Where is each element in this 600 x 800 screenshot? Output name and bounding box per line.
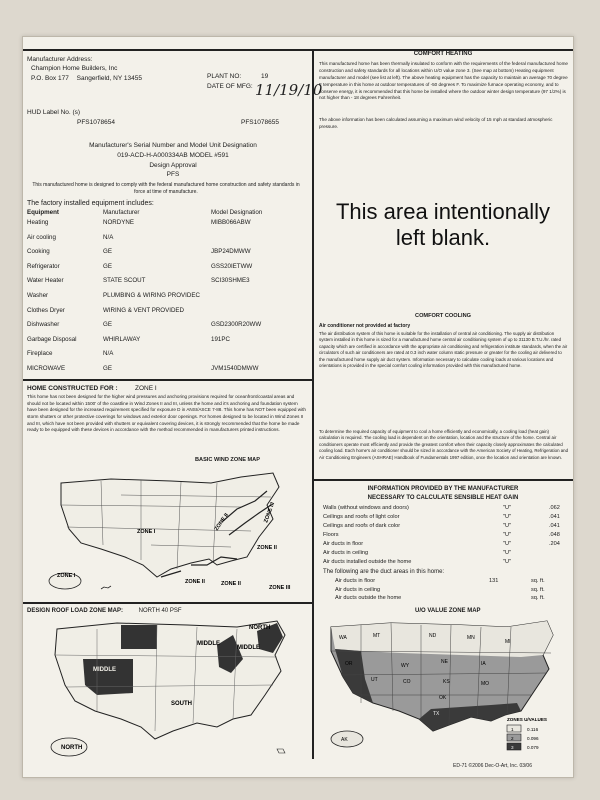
equipment-manufacturer: WHIRLAWAY: [103, 335, 141, 343]
uo-legend-value-1: 0.116: [527, 727, 539, 732]
center-divider: [312, 49, 314, 759]
equipment-row: [27, 277, 327, 287]
equipment-name: Cooking: [27, 248, 50, 256]
manufacturer-city: Sangerfield, NY 13455: [76, 74, 142, 82]
section-divider-left: [23, 379, 312, 381]
uo-state-mo: MO: [481, 681, 490, 687]
model-col-header: Model Designation: [211, 209, 263, 216]
blank-line-2: left blank.: [395, 225, 491, 251]
heat-gain-unit: "U": [503, 532, 512, 538]
wind-label-zone2c: ZONE II: [185, 579, 205, 585]
uo-legend-zone-2: 2: [511, 736, 514, 741]
comfort-heating-title: COMFORT HEATING: [413, 51, 473, 57]
equipment-name: Clothes Dryer: [27, 306, 65, 314]
uo-map-title: U/O VALUE ZONE MAP: [415, 608, 481, 614]
equipment-manufacturer: N/A: [103, 233, 114, 241]
equipment-row: [27, 365, 327, 375]
uo-state-or: OR: [345, 661, 353, 667]
equipment-row: [27, 321, 327, 331]
data-plate-sheet: [22, 36, 574, 778]
heat-gain-row: [323, 559, 573, 568]
approval-agency: PFS: [166, 171, 180, 179]
heat-gain-row: [323, 514, 573, 523]
equipment-manufacturer: STATE SCOUT: [103, 277, 146, 285]
heat-gain-unit: "U": [503, 514, 512, 520]
heat-gain-row: [323, 550, 573, 559]
equipment-manufacturer: WIRING & VENT PROVIDED: [103, 306, 185, 314]
equipment-model: SCI30SHME3: [211, 277, 250, 285]
equipment-model: JBP24DMWW: [211, 248, 251, 256]
heat-gain-item: Air ducts in floor: [323, 541, 364, 547]
equipment-manufacturer: PLUMBING & WIRING PROVIDEC: [103, 292, 200, 299]
equipment-row: [27, 292, 327, 302]
duct-area: 131: [489, 578, 499, 584]
heat-gain-item: Ceilings and roofs of light color: [323, 514, 400, 520]
equipment-name: MICROWAVE: [27, 365, 66, 372]
duct-unit: sq. ft.: [531, 578, 545, 584]
equipment-row: [27, 219, 327, 229]
equipment-manufacturer: GE: [103, 365, 112, 372]
heat-gain-unit: "U": [503, 523, 512, 529]
comfort-cooling-text2: To determine the required capacity of equipment to cool a home efficiently and economically, a cooling load (heat gain) calculation is required. The cooling load is dependent on the orientation, location and the structure of the home. Central air conditioners operate most efficiently and provide the greatest comfort when their capacity closely approximates the calculated cooling load. Each home's air conditioner should be sized in accordance with the American Society of Heating, Refrigeration and Air Conditioning Engineers (ASHRAE) Handbook of Fundamentals 1997 edition, once the location and orientation are known.: [319, 429, 569, 460]
duct-heading: The following are the duct areas in this home:: [323, 569, 445, 575]
equipment-row: [27, 234, 327, 244]
equipment-row: [27, 263, 327, 273]
heat-gain-value: .204: [549, 541, 560, 547]
heat-gain-item: Floors: [323, 532, 339, 538]
wind-zone-map: [41, 465, 301, 595]
plant-no: [207, 73, 268, 81]
roof-map-selected: NORTH 40 PSF: [138, 608, 182, 614]
roof-label-middle-c: MIDDLE: [93, 667, 116, 673]
equipment-header-row: [27, 209, 327, 219]
roof-label-south: SOUTH: [171, 701, 192, 707]
heat-gain-title-2: NECESSARY TO CALCULATE SENSIBLE HEAT GAIN: [367, 495, 519, 501]
hud-second: PFS1078655: [241, 119, 279, 126]
uo-state-ut: UT: [371, 677, 378, 683]
roof-label-north-ak: NORTH: [61, 745, 83, 751]
wind-label-zone2b: ZONE II: [213, 512, 231, 533]
duct-row: [335, 595, 574, 604]
duct-unit: sq. ft.: [531, 595, 545, 601]
uo-legend-value-3: 0.079: [527, 745, 539, 750]
equipment-model: JVM1540DMWW: [211, 365, 259, 372]
comfort-heating-note: The above information has been calculated assuming a maximum wind velocity of 15 mph at standard atmospheric pressure.: [319, 117, 553, 129]
section-divider-maps: [23, 602, 312, 604]
comfort-cooling-title: COMFORT COOLING: [415, 313, 471, 319]
plant-label: PLANT NO:: [207, 73, 242, 80]
equipment-manufacturer: GE: [103, 321, 112, 329]
manufacturer-street: P.O. Box 177: [31, 74, 69, 82]
uo-state-mt: MT: [373, 633, 381, 639]
equipment-row: [27, 248, 327, 258]
equipment-name: Water Heater: [27, 277, 64, 285]
uo-legend-zone-1: 1: [511, 727, 514, 732]
equipment-col-header: Equipment: [27, 209, 59, 216]
uo-state-wa: WA: [339, 635, 347, 641]
duct-item: Air ducts in ceiling: [335, 586, 381, 593]
heat-gain-unit: "U": [503, 550, 512, 556]
wind-label-zone1-ak: ZONE I: [57, 573, 76, 579]
equipment-name: Dishwasher: [27, 321, 60, 329]
manufacturer-address: [27, 55, 142, 83]
heat-gain-value: .041: [549, 523, 560, 529]
equipment-name: Garbage Disposal: [27, 335, 77, 343]
equipment-name: Fireplace: [27, 350, 53, 358]
uo-legend-value-2: 0.096: [527, 736, 539, 741]
heat-gain-item: Ceilings and roofs of dark color: [323, 523, 401, 529]
equipment-model: GSS20IETWW: [211, 262, 253, 270]
equipment-manufacturer: GE: [103, 262, 112, 270]
heat-gain-unit: "U": [503, 541, 512, 547]
date-label: DATE OF MFG:: [207, 83, 253, 90]
duct-unit: sq. ft.: [531, 586, 545, 593]
uo-legend-swatch-3: [507, 743, 521, 750]
uo-legend-swatch-1: [507, 725, 521, 732]
equipment-name: Heating: [27, 219, 49, 226]
design-approval: Design Approval: [149, 161, 197, 169]
manufacturer-col-header: Manufacturer: [103, 209, 140, 216]
uo-state-nd: ND: [429, 633, 437, 639]
serial-model: 019-ACD-H-A000334AB MODEL #591: [117, 151, 229, 159]
equipment-manufacturer: NORDYNE: [103, 219, 134, 226]
wind-label-zone2a: ZONE II: [257, 545, 277, 551]
roof-map-title-text: DESIGN ROOF LOAD ZONE MAP:: [27, 608, 123, 614]
wind-label-zone3a: ZONE III: [263, 501, 277, 524]
uo-state-ks: KS: [443, 679, 450, 685]
equipment-row: [27, 336, 327, 346]
heat-gain-unit: "U": [503, 559, 512, 565]
heat-gain-item: Air ducts installed outside the home: [323, 559, 412, 565]
intentionally-blank-notice: [315, 199, 571, 252]
wind-label-zone2d: ZONE II: [221, 581, 241, 587]
equipment-row: [27, 350, 327, 360]
uo-state-ak: AK: [341, 737, 348, 743]
hud-first: PFS1078654: [77, 119, 115, 126]
uo-value-map: [321, 615, 569, 755]
uo-legend-swatch-2: [507, 734, 521, 741]
home-constructed-label: HOME CONSTRUCTED FOR :: [27, 385, 118, 392]
compliance-text: This manufactured home is designed to comply with the federal manufactured home construction and safety standards in force at time of manufacture.: [32, 182, 300, 195]
uo-state-ne: NE: [441, 659, 448, 665]
comfort-cooling-text1: The air distribution system of this home is suitable for the installation of central air conditioning. The supply air distribution system installed in this home is sized for a manufactured home central air conditioning system of up to 31130 B.T.U./hr. rated capacity which are certified in accordance with the appropriate air conditioning and refrigeration institute standards, when the air circulators of such air conditioners are rated at 0.3 inch water column static pressure or greater for the cooling air delivered to the manufactured home supply air duct system. Information necessary to calculate cooling loads at various locations and orientations is provided in the special comfort cooling information provided with this manufactured home.: [319, 331, 568, 368]
model-designation: [53, 141, 293, 180]
duct-item: Air ducts outside the home: [335, 595, 402, 601]
equipment-name: Refrigerator: [27, 262, 60, 270]
wind-label-zone3b: ZONE III: [269, 585, 291, 591]
comfort-heating-text: This manufactured home has been thermally insulated to conform with the requirements of the federal manufactured home construction and safety standards for all locations within U/O value zone 3. (See map at bottom) Heating equipment manufacturer and model (see list at left). The above heating equipment has the capacity to maintain an average 70 degree F temperature in this home at outdoor temperatures of -50 degrees F. To maximize furnace operating economy, and to conserve energy, it is recommended that this home be installed where the outdoor winter design temperature (97 1/2%) is not higher than - 18 degrees Fahrenheit.: [319, 61, 568, 101]
date-of-mfg: [207, 83, 253, 91]
equipment-table: [23, 209, 312, 374]
equipment-name: Air cooling: [27, 233, 56, 241]
heat-gain-value: .062: [549, 505, 560, 511]
heat-gain-title-1: INFORMATION PROVIDED BY THE MANUFACTURER: [367, 486, 519, 492]
equipment-intro: The factory installed equipment includes:: [27, 200, 154, 207]
uo-state-tx: TX: [433, 711, 440, 717]
roof-label-middle-b: MIDDLE: [237, 645, 260, 651]
comfort-cooling-subtitle: Air conditioner not provided at factory: [319, 323, 411, 329]
uo-state-ia: IA: [481, 661, 486, 667]
wind-label-zone1: ZONE I: [137, 529, 156, 535]
heat-gain-item: Walls (without windows and doors): [323, 505, 409, 511]
heat-gain-row: [323, 532, 573, 541]
uo-state-ok: OK: [439, 695, 447, 701]
duct-table: [335, 578, 571, 608]
heat-gain-title: [315, 485, 571, 503]
manufacturer-name: Champion Home Builders, Inc: [31, 65, 118, 73]
equipment-name: Washer: [27, 292, 49, 299]
roof-label-middle-a: MIDDLE: [197, 641, 220, 647]
roof-label-north-a: NORTH: [249, 625, 271, 631]
date-handwritten: 11/19/10: [255, 81, 323, 99]
uo-state-mi: MI: [505, 639, 511, 645]
equipment-row: [27, 307, 327, 317]
footer-copyright: ED-71 ©2006 Dec-O-Art, Inc. 03/06: [453, 763, 532, 769]
equipment-model: 191PC: [211, 335, 230, 343]
equipment-model: GSD2300R20WW: [211, 321, 262, 329]
heat-gain-item: Air ducts in ceiling: [323, 550, 369, 556]
section-divider-right: [312, 479, 573, 481]
uo-state-wy: WY: [401, 663, 410, 669]
heat-gain-row: [323, 541, 573, 550]
heat-gain-row: [323, 523, 573, 532]
blank-line-1: This area intentionally: [335, 199, 550, 224]
heat-gain-value: .041: [549, 514, 560, 520]
equipment-model: MIBB066ABW: [211, 219, 251, 226]
home-constructed-zone: ZONE I: [135, 385, 157, 392]
plant-value: 19: [261, 73, 269, 80]
uo-legend-zone-3: 3: [511, 745, 514, 750]
hud-label: HUD Label No. (s): [27, 109, 81, 116]
home-constructed-text: This home has not been designed for the higher wind pressures and anchoring provisions required for oceanfront/coastal areas and should not be located within 1500' of the coastline in Wind Zones II and III, unless the home and it's anchoring and foundation system have been designed for the increased requirement specified for exposure D in ANSI/ASCE 7-88. This home has NOT been equipped with storm shutters or other protective coverings for windows and exterior door openings. For homes designed to be located in Wind Zones II and III, which have not been provided with shutters or equivalent covering devices, it is strongly recommended that the home be made ready to be equipped with these devices in accordance with the method recommended in manufacturers printed instructions.: [27, 394, 306, 433]
wind-map-title: BASIC WIND ZONE MAP: [195, 457, 260, 463]
roof-load-map: [37, 615, 305, 765]
heat-gain-unit: "U": [503, 505, 512, 511]
uo-legend-title: ZONES U/VALUES: [507, 717, 547, 722]
uo-state-mn: MN: [467, 635, 475, 641]
duct-item: Air ducts in floor: [335, 578, 376, 584]
uo-state-co: CO: [403, 679, 411, 685]
equipment-manufacturer: N/A: [103, 350, 114, 358]
designation-heading: Manufacturer's Serial Number and Model Unit Designation: [89, 142, 257, 149]
manufacturer-address-label: Manufacturer Address:: [27, 56, 93, 63]
heat-gain-row: [323, 505, 573, 514]
heat-gain-value: .048: [549, 532, 560, 538]
equipment-manufacturer: GE: [103, 248, 112, 256]
